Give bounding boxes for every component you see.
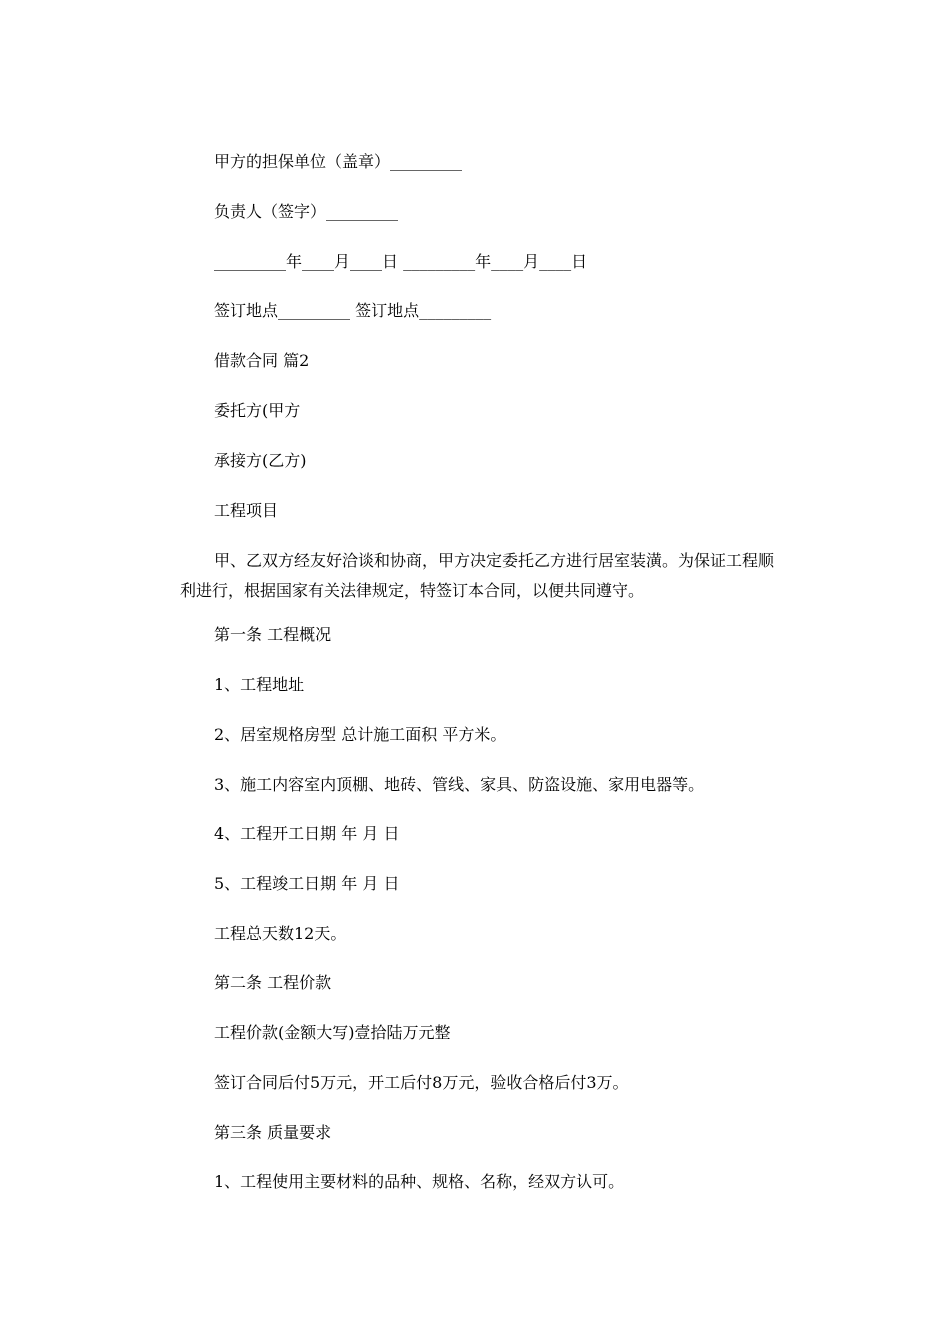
contractor-party-line: 承接方(乙方) bbox=[214, 451, 307, 470]
project-address-item: 1、工程地址 bbox=[214, 675, 305, 694]
intro-paragraph: 甲、乙双方经友好洽谈和协商，甲方决定委托乙方进行居室装潢。为保证工程顺利进行，根据国家有关法律规定，特签订本合同，以便共同遵守。 bbox=[180, 551, 775, 600]
guarantor-signature-line: 甲方的担保单位（盖章）_________ bbox=[214, 152, 463, 171]
room-spec-item: 2、居室规格房型 总计施工面积 平方米。 bbox=[214, 725, 507, 744]
completion-date-item: 5、工程竣工日期 年 月 日 bbox=[214, 874, 400, 893]
article-3-heading: 第三条 质量要求 bbox=[214, 1123, 332, 1142]
materials-item: 1、工程使用主要材料的品种、规格、名称，经双方认可。 bbox=[214, 1172, 625, 1191]
project-price-line: 工程价款(金额大写)壹拾陆万元整 bbox=[214, 1023, 451, 1042]
responsible-person-line: 负责人（签字）_________ bbox=[214, 202, 399, 221]
total-days-line: 工程总天数12天。 bbox=[214, 924, 347, 943]
article-1-heading: 第一条 工程概况 bbox=[214, 625, 332, 644]
date-line: _________年____月____日 _________年____月____日 bbox=[214, 252, 588, 271]
article-2-heading: 第二条 工程价款 bbox=[214, 973, 332, 992]
client-party-line: 委托方(甲方 bbox=[214, 401, 301, 420]
start-date-item: 4、工程开工日期 年 月 日 bbox=[214, 824, 400, 843]
payment-schedule-line: 签订合同后付5万元，开工后付8万元，验收合格后付3万。 bbox=[214, 1073, 629, 1092]
contract-heading: 借款合同 篇2 bbox=[214, 351, 310, 370]
project-line: 工程项目 bbox=[214, 501, 279, 520]
construction-content-item: 3、施工内容室内顶棚、地砖、管线、家具、防盗设施、家用电器等。 bbox=[214, 775, 705, 794]
signing-location-line: 签订地点_________ 签订地点_________ bbox=[214, 301, 492, 320]
